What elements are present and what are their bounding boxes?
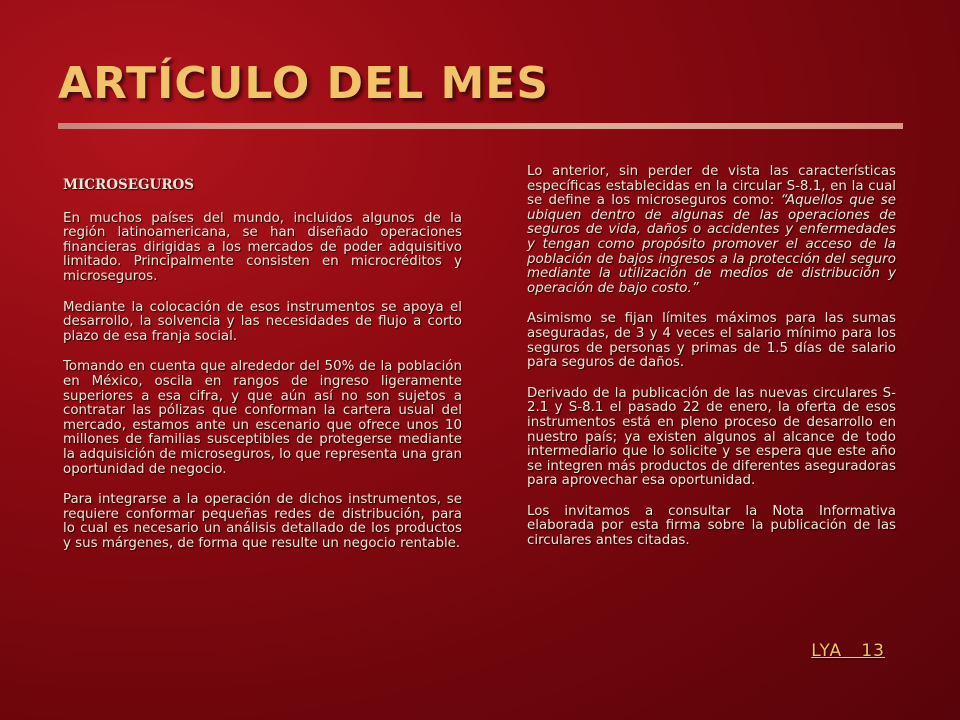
title-divider (58, 123, 903, 129)
paragraph: En muchos países del mundo, incluidos algunos de la región latinoamericana, se han diseñado operaciones financieras dirigidas a los mercados de poder adquisitivo limitado. Principalmente consisten en microcréditos y microseguros. (63, 210, 462, 284)
quoted-definition: “Aquellos que se ubiquen dentro de algunas de las operaciones de seguros de vida, daños o accidentes y enfermedades y tengan como propósito promover el acceso de la población de bajos ingresos a la protección del seguro mediante la utilización de medios de distribución y operación de bajo costo.” (527, 193, 896, 296)
paragraph-with-quote (527, 165, 896, 296)
paragraph: Asimismo se fijan límites máximos para las sumas aseguradas, de 3 y 4 veces el salario mínimo para los seguros de personas y primas de 1.5 días de salario para seguros de daños. (527, 311, 896, 371)
paragraph-text: Lo anterior, sin perder de vista las características específicas establecidas en la circular S-8.1, en la cual se define a los microseguros como: (527, 164, 896, 209)
footer-page-label[interactable]: LYA 13 (811, 641, 885, 661)
section-heading: MICROSEGUROS (63, 177, 195, 193)
paragraph: Derivado de la publicación de las nuevas circulares S-2.1 y S-8.1 el pasado 22 de enero, la oferta de esos instrumentos está en pleno proceso de desarrollo en nuestro país; ya existen algunos al alcance de todo intermediario que lo solicite y se espera que este año se integren más productos de diferentes aseguradoras para aprovechar esa oportunidad. (527, 385, 896, 489)
page-title: ARTÍCULO DEL MES (58, 58, 550, 109)
left-column (63, 178, 462, 567)
paragraph: Para integrarse a la operación de dichos instrumentos, se requiere conformar pequeñas redes de distribución, para lo cual es necesario un análisis detallado de los productos y sus márgenes, de forma que resulte un negocio rentable. (63, 492, 462, 551)
paragraph: Los invitamos a consultar la Nota Informativa elaborada por esta firma sobre la publicación de las circulares antes citadas. (527, 503, 896, 549)
right-column (527, 165, 896, 565)
paragraph: Mediante la colocación de esos instrumentos se apoya el desarrollo, la solvencia y las necesidades de flujo a corto plazo de esa franja social. (63, 299, 462, 344)
paragraph: Tomando en cuenta que alrededor del 50% de la población en México, oscila en rangos de ingreso ligeramente superiores a esa cifra, y que aún así no son sujetos a contratar las pólizas que conforman la cartera usual del mercado, estamos ante un escenario que ofrece unos 10 millones de familias susceptibles de protegerse mediante la adquisición de microseguros, lo que representa una gran oportunidad de negocio. (63, 359, 462, 477)
